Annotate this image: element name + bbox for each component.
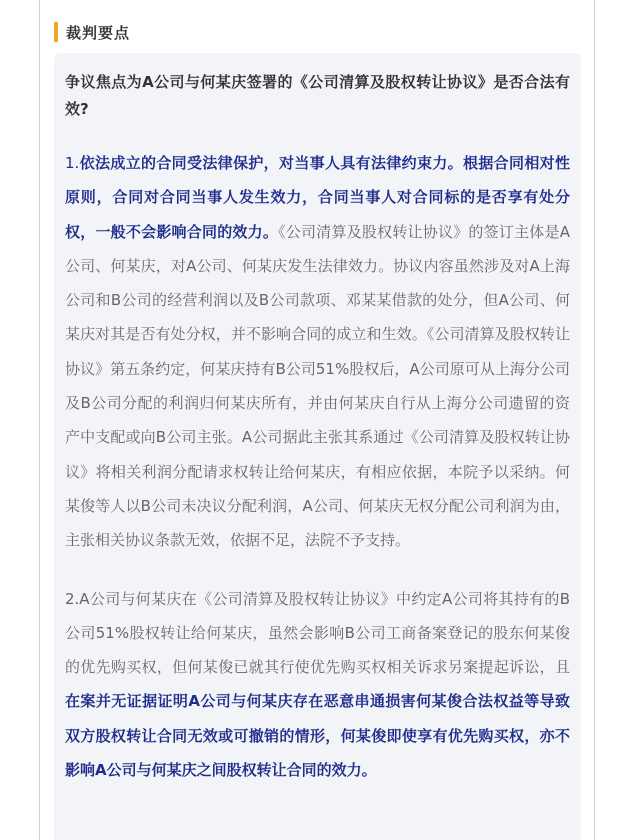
section-title: 裁判要点 (66, 23, 131, 42)
point-2-body: 2.A公司与何某庆在《公司清算及股权转让协议》中约定A公司将其持有的B公司51%股权转让给何某庆，虽然会影响B公司工商备案登记的股东何某俊的优先购买权，但何某俊已就其行使优先购买权相关诉求另案提起诉讼，且 (65, 589, 570, 677)
header-accent-bar (54, 22, 58, 42)
dispute-question: 争议焦点为A公司与何某庆签署的《公司清算及股权转让协议》是否合法有效? (65, 73, 570, 118)
point-2-paragraph (65, 582, 570, 788)
section-header (54, 20, 130, 44)
point-1-body: 《公司清算及股权转让协议》的签订主体是A公司、何某庆，对A公司、何某庆发生法律效力。协议内容虽然涉及对A上海公司和B公司的经营利润以及B公司款项、邓某某借款的处分，但A公司、何某庆对其是否有处分权，并不影响合同的成立和生效。《公司清算及股权转让协议》第五条约定，何某庆持有B公司51%股权后，A公司原可从上海分公司及B公司分配的利润归何某庆所有，并由何某庆自行从上海分公司遗留的资产中支配或向B公司主张。A公司据此主张其系通过《公司清算及股权转让协议》将相关利润分配请求权转让给何某庆，有相应依据，本院予以采纳。何某俊等人以B公司未决议分配利润，A公司、何某庆无权分配公司利润为由，主张相关协议条款无效，依据不足，法院不予支持。 (65, 222, 570, 550)
content-box (54, 53, 581, 840)
right-border-line (594, 0, 595, 840)
point-1-number: 1. (65, 154, 80, 172)
point-2-highlight: 在案并无证据证明A公司与何某庆存在恶意串通损害何某俊合法权益等导致双方股权转让合同无效或可撤销的情形，何某俊即使享有优先购买权，亦不影响A公司与何某庆之间股权转让合同的效力。 (65, 692, 570, 780)
point-1-highlight: 依法成立的合同受法律保护，对当事人具有法律约束力。根据合同相对性原则，合同对合同当事人发生效力，合同当事人对合同标的是否享有处分权，一般不会影响合同的效力。 (65, 154, 570, 241)
left-border-line (39, 0, 40, 840)
point-1-paragraph (65, 146, 570, 558)
